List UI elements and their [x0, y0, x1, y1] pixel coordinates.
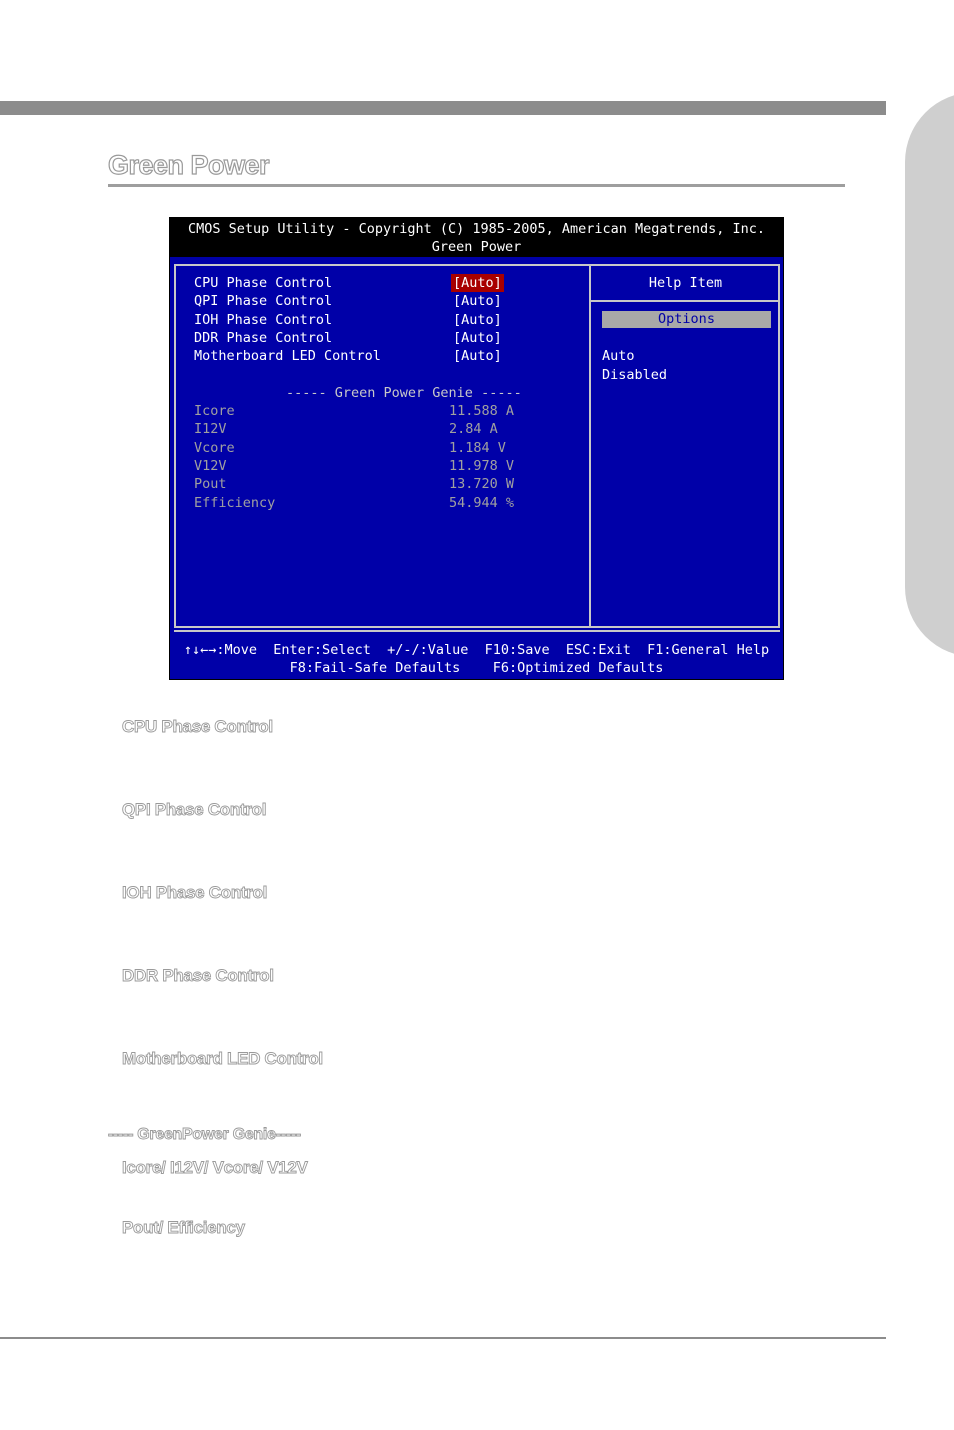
option-auto[interactable]: Auto — [602, 348, 635, 364]
reading-label: Efficiency — [194, 495, 276, 511]
reading-label: Icore — [194, 403, 235, 419]
qpi-phase-control-heading: QPI Phase Control — [122, 800, 267, 819]
footer-rule — [0, 1337, 886, 1339]
option-disabled[interactable]: Disabled — [602, 367, 668, 383]
ioh-phase-control-value[interactable]: [Auto] — [453, 312, 502, 328]
ddr-phase-control-heading: DDR Phase Control — [122, 966, 274, 985]
bios-screen — [169, 217, 784, 680]
motherboard-led-control-label[interactable]: Motherboard LED Control — [194, 348, 381, 364]
options-header: Options — [602, 311, 771, 328]
ioh-phase-control-label[interactable]: IOH Phase Control — [194, 312, 333, 328]
footer-divider — [174, 630, 780, 632]
pout-efficiency-heading: Pout/ Efficiency — [122, 1218, 245, 1237]
help-item-title: Help Item — [648, 275, 723, 291]
cpu-phase-control-heading: CPU Phase Control — [122, 717, 273, 736]
reading-value: 11.588 A — [449, 403, 515, 419]
help-divider — [591, 300, 780, 302]
bios-page-title: Green Power — [431, 239, 522, 255]
bios-copyright: CMOS Setup Utility - Copyright (C) 1985-2005, American Megatrends, Inc. — [187, 221, 766, 237]
reading-value: 54.944 % — [449, 495, 515, 511]
header-bar — [0, 101, 886, 115]
ddr-phase-control-label[interactable]: DDR Phase Control — [194, 330, 333, 346]
bios-frame — [174, 264, 780, 628]
cpu-phase-control-value[interactable]: [Auto] — [453, 275, 502, 291]
defaults-help-line: F8:Fail-Safe Defaults F6:Optimized Defaults — [289, 660, 664, 676]
section-title: Green Power — [108, 150, 270, 180]
reading-label: Pout — [194, 476, 227, 492]
qpi-phase-control-value[interactable]: [Auto] — [453, 293, 502, 309]
reading-value: 1.184 V — [449, 440, 506, 456]
title-underline — [108, 184, 845, 187]
chapter-side-tab — [905, 92, 954, 657]
motherboard-led-control-value[interactable]: [Auto] — [453, 348, 502, 364]
green-power-genie-heading: ----- GreenPower Genie----- — [108, 1126, 301, 1143]
ioh-phase-control-heading: IOH Phase Control — [122, 883, 268, 902]
panel-divider — [589, 266, 591, 626]
bios-header — [169, 217, 784, 261]
motherboard-led-control-heading: Motherboard LED Control — [122, 1049, 323, 1068]
reading-label: I12V — [194, 421, 227, 437]
current-voltage-heading: Icore/ I12V/ Vcore/ V12V — [122, 1158, 308, 1177]
reading-value: 13.720 W — [449, 476, 515, 492]
reading-label: Vcore — [194, 440, 235, 456]
reading-value: 11.978 V — [449, 458, 515, 474]
qpi-phase-control-label[interactable]: QPI Phase Control — [194, 293, 333, 309]
ddr-phase-control-value[interactable]: [Auto] — [453, 330, 502, 346]
reading-label: V12V — [194, 458, 227, 474]
bios-main-panel — [170, 257, 783, 679]
cpu-phase-control-label[interactable]: CPU Phase Control — [194, 275, 333, 291]
green-power-genie-title: ----- Green Power Genie ----- — [286, 385, 522, 401]
key-help-line: ↑↓←→:Move Enter:Select +/-/:Value F10:Save ESC:Exit F1:General Help — [183, 642, 770, 658]
reading-value: 2.84 A — [449, 421, 498, 437]
